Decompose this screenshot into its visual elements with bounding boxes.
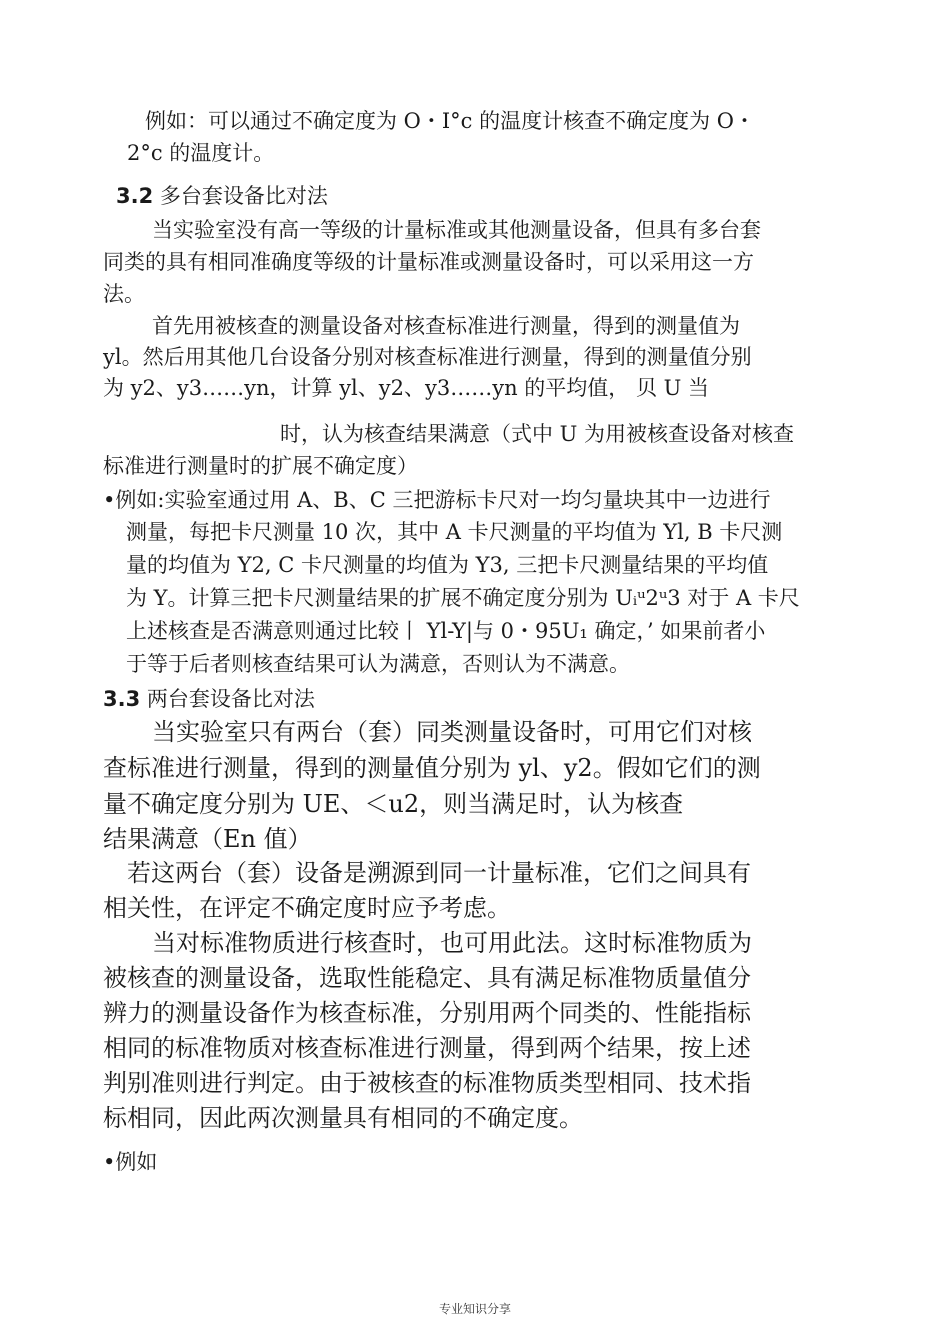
p32ex-line-5: 上述核查是否满意则通过比较丨 Yl-Y|与 0・95U₁ 确定，’ 如果前者小 (126, 619, 766, 643)
section-title: 两台套设备比对法 (146, 687, 315, 711)
p32ex-line-1: •例如:实验室通过用 A、B、C 三把游标卡尺对一均匀量块其中一边进行 (103, 488, 771, 512)
p32a-line-1: 当实验室没有高一等级的计量标准或其他测量设备，但具有多台套 (152, 218, 761, 242)
section-title: 多台套设备比对法 (159, 184, 328, 208)
p32c-line-2: 标准进行测量时的扩展不确定度） (103, 454, 418, 478)
p32b-line-1: 首先用被核查的测量设备对核查标准进行测量，得到的测量值为 (152, 314, 740, 338)
p33c-line-2: 被核查的测量设备，选取性能稳定、具有满足标准物质量值分 (103, 964, 751, 992)
p33a-line-4: 结果满意（En 值） (103, 825, 312, 853)
p33a-line-1: 当实验室只有两台（套）同类测量设备时，可用它们对核 (152, 718, 752, 746)
p33a-line-2: 查标准进行测量，得到的测量值分别为 yl、y2。假如它们的测 (103, 754, 761, 782)
section-3-2-heading (116, 186, 328, 207)
p33c-line-6: 标相同，因此两次测量具有相同的不确定度。 (103, 1104, 583, 1132)
p33c-line-4: 相同的标准物质对核查标准进行测量，得到两个结果，按上述 (103, 1034, 751, 1062)
p32a-line-2: 同类的具有相同准确度等级的计量标准或测量设备时，可以采用这一方 (103, 250, 754, 274)
p33b-line-2: 相关性，在评定不确定度时应予考虑。 (103, 894, 511, 922)
p32ex-line-6: 于等于后者则核查结果可认为满意，否则认为不满意。 (126, 652, 630, 676)
p32b-line-3: 为 y2、y3……yn，计算 yl、y2、y3……yn 的平均值， 贝 U 当 (103, 376, 710, 400)
intro-line-1: 例如：可以通过不确定度为 O・I°c 的温度计核查不确定度为 O・ (145, 109, 756, 133)
section-number: 3.2 (116, 184, 154, 208)
example-2-label: •例如 (103, 1150, 158, 1174)
page-footer: 专业知识分享 (438, 1302, 511, 1316)
p32ex-line-2: 测量，每把卡尺测量 10 次，其中 A 卡尺测量的平均值为 Yl, B 卡尺测 (126, 520, 783, 544)
p32a-line-3: 法。 (103, 282, 145, 306)
section-3-3-heading (103, 689, 315, 710)
intro-line-2: 2°c 的温度计。 (127, 141, 275, 165)
p32ex-line-4: 为 Y。计算三把卡尺测量结果的扩展不确定度分别为 Uᵢᵘ2ᵘ3 对于 A 卡尺 (126, 586, 800, 610)
p33a-line-3: 量不确定度分别为 UE、＜u2，则当满足时，认为核查 (103, 790, 684, 818)
p32c-line-1: 时，认为核查结果满意（式中 U 为用被核查设备对核查 (280, 422, 795, 446)
p32ex-line-3: 量的均值为 Y2, C 卡尺测量的均值为 Y3, 三把卡尺测量结果的平均值 (126, 553, 769, 577)
p33c-line-1: 当对标准物质进行核查时，也可用此法。这时标准物质为 (152, 929, 752, 957)
p33c-line-3: 辨力的测量设备作为核查标准，分别用两个同类的、性能指标 (103, 999, 751, 1027)
p33c-line-5: 判别准则进行判定。由于被核查的标准物质类型相同、技术指 (103, 1069, 751, 1097)
p32b-line-2: yl。然后用其他几台设备分别对核查标准进行测量，得到的测量值分别 (103, 345, 752, 369)
p33b-line-1: 若这两台（套）设备是溯源到同一计量标准，它们之间具有 (127, 859, 751, 887)
section-number: 3.3 (103, 687, 141, 711)
